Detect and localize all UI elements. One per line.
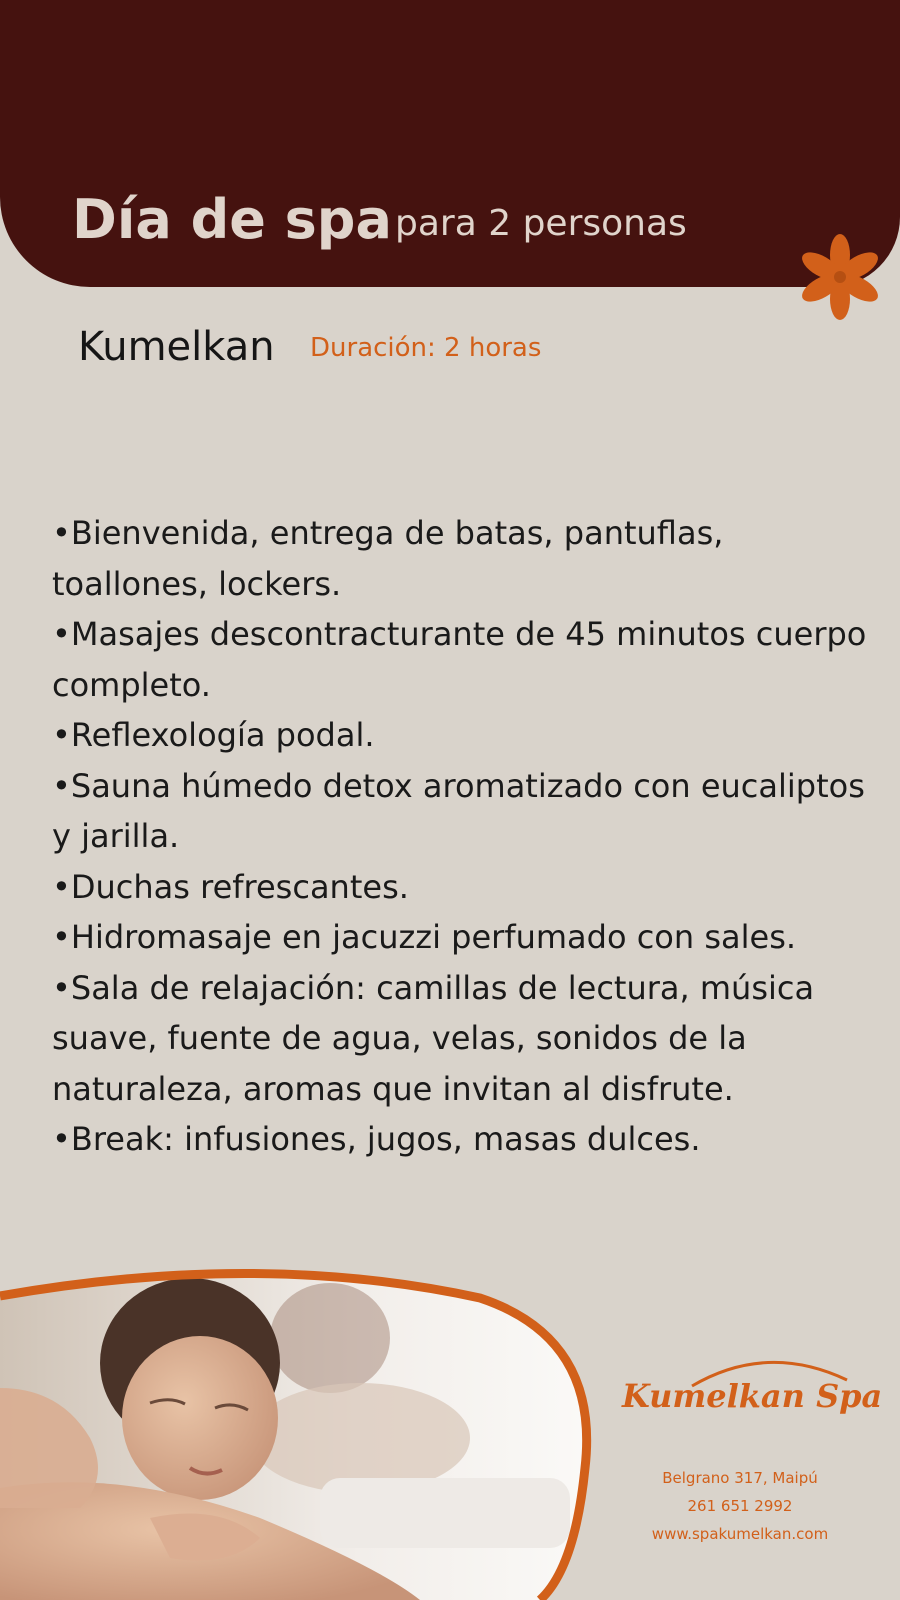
header-banner [0, 0, 900, 287]
logo-text: Kumelkan Spa [622, 1377, 883, 1415]
feature-item: •Sauna húmedo detox aromatizado con eucaliptos y jarilla. [52, 766, 865, 855]
feature-item: •Hidromasaje en jacuzzi perfumado con sales. [52, 918, 797, 956]
page-subtitle: para 2 personas [395, 203, 687, 244]
contact-info [630, 1464, 850, 1548]
feature-item: •Masajes descontracturante de 45 minutos cuerpo completo. [52, 615, 867, 704]
feature-item: •Reflexología podal. [52, 716, 375, 754]
spa-massage-photo [0, 1268, 600, 1600]
address: Belgrano 317, Maipú [662, 1469, 818, 1487]
page-title: Día de spa [72, 188, 392, 251]
flower-icon [798, 233, 882, 321]
feature-item: •Bienvenida, entrega de batas, pantuflas, toallones, lockers. [52, 514, 724, 603]
service-name: Kumelkan [78, 324, 275, 370]
feature-item: •Duchas refrescantes. [52, 867, 409, 906]
website-link[interactable]: www.spakumelkan.com [651, 1525, 829, 1543]
feature-item: •Sala de relajación: camillas de lectura, música suave, fuente de agua, velas, sonidos de la naturaleza, aromas que invitan al disfrute. [52, 968, 815, 1108]
features-list [52, 508, 882, 1165]
phone: 261 651 2992 [687, 1497, 793, 1515]
service-duration: Duración: 2 horas [310, 333, 542, 363]
brand-logo [622, 1348, 883, 1418]
feature-item: •Break: infusiones, jugos, masas dulces. [52, 1120, 701, 1158]
